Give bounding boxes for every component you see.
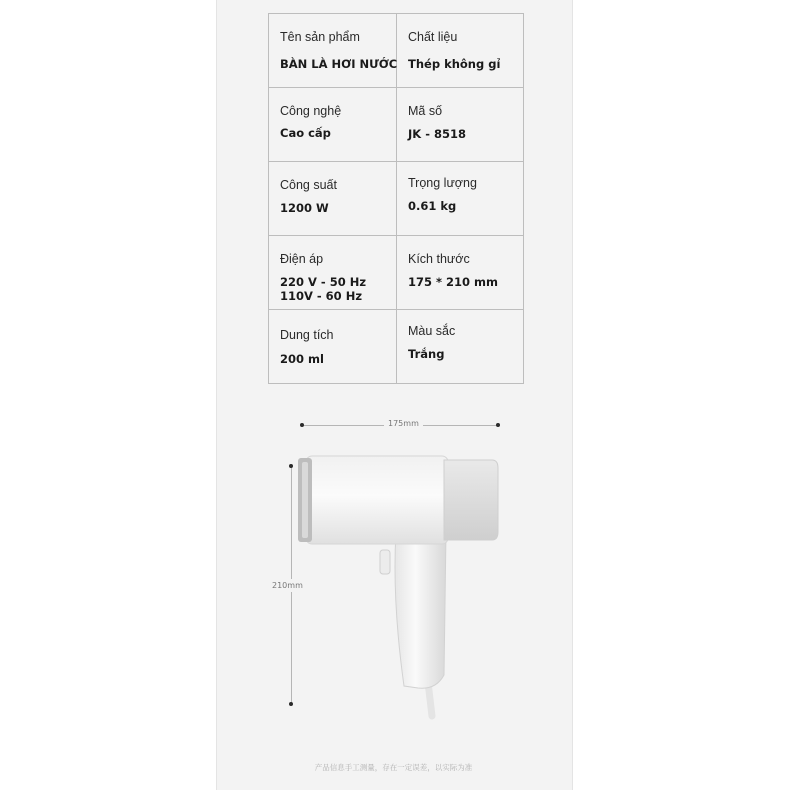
steam-plate-inner: [302, 462, 308, 538]
spec-table: [268, 13, 524, 384]
spec-cell-capacity: [269, 310, 397, 384]
spec-label: Công suất: [280, 178, 337, 192]
spec-label: Dung tích: [280, 328, 334, 342]
spec-cell-material: [397, 14, 524, 88]
spec-value-line1: 220 V - 50 Hz: [280, 275, 367, 289]
spec-label: Mã số: [408, 104, 443, 118]
spec-cell-voltage: [269, 236, 397, 310]
width-dimension-start-dot: [300, 423, 304, 427]
spec-cell-weight: [397, 162, 524, 236]
spec-label: Kích thước: [408, 252, 470, 266]
steamer-body: [306, 456, 448, 544]
spec-value: 175 * 210 mm: [408, 275, 499, 289]
spec-value: JK - 8518: [408, 127, 466, 141]
spec-value: Trắng: [408, 347, 445, 361]
product-steamer-image: [296, 450, 506, 720]
spec-cell-color: [397, 310, 524, 384]
spec-value: 1200 W: [280, 201, 329, 215]
height-dimension-label: 210mm: [272, 581, 303, 590]
steamer-handle: [395, 532, 446, 688]
spec-value: 200 ml: [280, 352, 324, 366]
width-dimension-label: 175mm: [384, 419, 423, 428]
spec-cell-product-name: [269, 14, 397, 88]
spec-value: Cao cấp: [280, 126, 331, 140]
spec-value: BÀN LÀ HƠI NƯỚC: [280, 57, 398, 71]
steamer-rear-cap: [444, 460, 498, 540]
spec-label: Màu sắc: [408, 324, 456, 338]
spec-label: Điện áp: [280, 252, 324, 266]
footnote-text: 产品信息手工测量，存在一定误差，以实际为准: [314, 763, 473, 772]
spec-cell-power: [269, 162, 397, 236]
height-dimension-start-dot: [289, 464, 293, 468]
spec-label: Tên sản phẩm: [280, 30, 360, 44]
width-dimension-end-dot: [496, 423, 500, 427]
spec-value-line2: 110V - 60 Hz: [280, 289, 363, 303]
spec-cell-size: [397, 236, 524, 310]
spec-cell-technology: [269, 88, 397, 162]
spec-cell-model-code: [397, 88, 524, 162]
spec-label: Công nghệ: [280, 104, 342, 118]
spec-label: Chất liệu: [408, 30, 458, 44]
spec-value: 0.61 kg: [408, 199, 457, 213]
trigger-button: [380, 550, 390, 574]
spec-value: Thép không gỉ: [408, 57, 501, 71]
spec-label: Trọng lượng: [408, 176, 477, 190]
height-dimension-end-dot: [289, 702, 293, 706]
